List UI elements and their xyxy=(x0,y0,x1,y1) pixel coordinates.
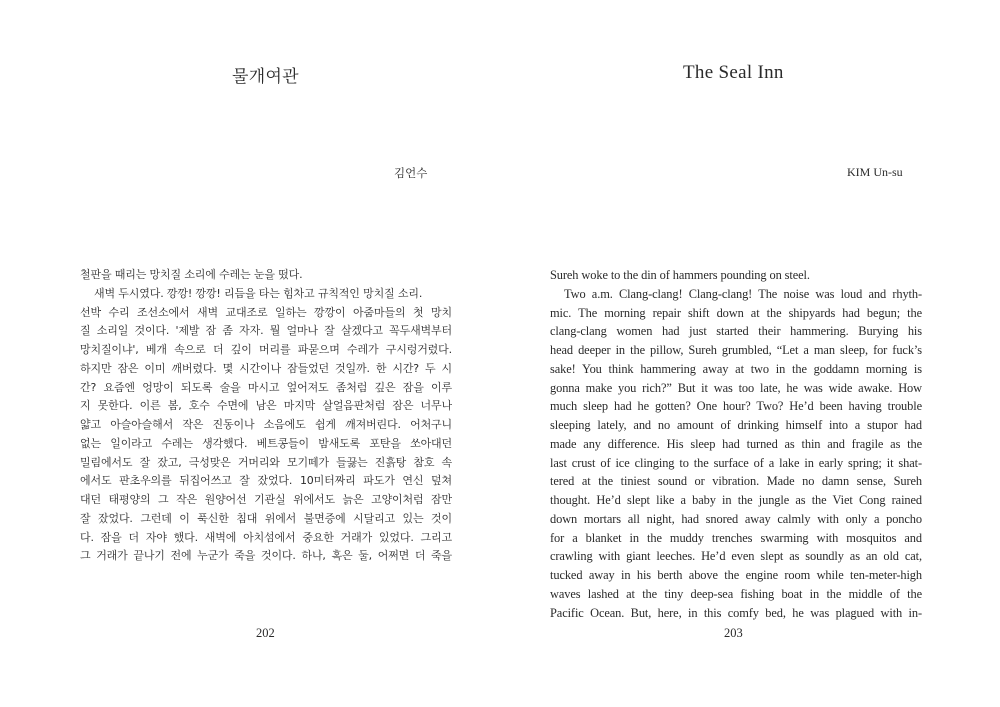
text-line: sleeping lately, and no amount of drinking himself into a stupor had xyxy=(550,418,922,432)
text-line: 대던 태평양의 그 작은 원양어선 기관실 위에서도 늙은 고양이처럼 잠만 xyxy=(80,493,452,506)
text-line: sake! You think hammering away at two in the goddamn morning is xyxy=(550,361,922,376)
text-line: head deeper in the pillow, Sureh grumbled, “Let a man sleep, for fuck’s xyxy=(550,343,922,357)
text-line: 질 소리일 것이다. '제발 잠 좀 자자. 뭘 얼마나 잘 살겠다고 꼭두새벽부터 xyxy=(80,324,452,338)
text-line: Two a.m. Clang-clang! Clang-clang! The noise was loud and rhyth- xyxy=(564,286,922,301)
text-line: 없는 일이라고 수레는 생각했다. 베트콩들이 밤새도록 포탄을 쏘아대던 xyxy=(80,436,452,450)
text-line: 망치질이냐', 베개 속으로 더 깊이 머리를 파묻으며 수레가 구시렁거렸다. xyxy=(80,343,452,356)
text-line: for a blanket in the muddy trenches swarming with mosquitos and xyxy=(550,530,922,545)
text-line: 잘 잤었다. 그런데 이 푹신한 침대 위에서 불면증에 시달리고 있는 것이 xyxy=(80,511,452,525)
text-line: waves lashed at the tiny deep-sea fishing boat in the middle of the xyxy=(550,586,922,601)
text-line: 하지만 잠은 이미 깨버렸다. 몇 시간이나 잠들었던 것일까. 한 시간? 두 시 xyxy=(80,361,452,375)
text-line: last crust of ice clinging to the surface of a lake in early spring; it shat- xyxy=(550,455,922,470)
page-number: 202 xyxy=(256,626,275,640)
text-line: made any difference. His sleep had turned as thin and fragile as the xyxy=(550,436,922,451)
text-line: 그 거래가 끝나기 전에 누군가 죽을 것이다. 하나, 혹은 둘, 어쩌면 더 죽을 xyxy=(80,549,452,563)
text-line: 새벽 두시였다. 깡깡! 깡깡! 리듬을 타는 힘차고 규칙적인 망치질 소리. xyxy=(94,286,423,300)
text-line: Sureh woke to the din of hammers pounding on steel. xyxy=(550,268,810,282)
text-line: mic. The morning repair shift down at the shipyards had begun; the xyxy=(550,305,922,320)
text-line: gonna make you rich?” But it was too late, he was wide awake. How xyxy=(550,380,922,395)
text-line: Pacific Ocean. But, here, in this comfy bed, he was plagued with in- xyxy=(550,605,922,620)
text-line: much sleep had he gotten? One hour? Two? He’d been having trouble xyxy=(550,399,922,414)
korean-author: 김언수 xyxy=(394,166,428,180)
right-page xyxy=(500,0,1000,707)
text-line: 얇고 아슬아슬해서 작은 진동이나 소음에도 쉽게 깨져버린다. 어처구니 xyxy=(80,418,452,431)
text-line: 선박 수리 조선소에서 새벽 교대조로 일하는 깡깡이 아줌마들의 첫 망치 xyxy=(80,305,452,319)
text-line: 에서도 판초우의를 뒤집어쓰고 잘 잤었다. 10미터짜리 파도가 연신 덮쳐 xyxy=(80,474,452,488)
text-line: 간? 요즘엔 엉망이 되도록 술을 마시고 엎어져도 좀처럼 깊은 잠을 이루 xyxy=(80,380,452,394)
text-line: tered at the tiniest sound or vibration. Made no damn sense, Sureh xyxy=(550,474,922,489)
text-line: 밀림에서도 잘 잤고, 극성맞은 거머리와 모기떼가 들끓는 진흙탕 참호 속 xyxy=(80,455,452,469)
text-line: crawling with giant leeches. He’d even slept as soundly as an old cat, xyxy=(550,549,922,564)
text-line: 철판을 때리는 망치질 소리에 수레는 눈을 떴다. xyxy=(80,268,303,281)
english-author: KIM Un-su xyxy=(847,165,903,179)
text-line: 지 못한다. 이른 봄, 호수 수면에 남은 마지막 살얼음판처럼 잠은 너무나 xyxy=(80,399,452,413)
text-line: thought. He’d slept like a baby in the jungle as the Viet Cong rained xyxy=(550,493,922,507)
text-line: tucked away in his berth above the engine room while ten-meter-high xyxy=(550,568,922,582)
text-line: 다. 잠을 더 자야 했다. 새벽에 아치섬에서 중요한 거래가 있었다. 그리고 xyxy=(80,530,452,544)
korean-title: 물개여관 xyxy=(232,67,299,87)
korean-body-text xyxy=(80,266,452,566)
page-number: 203 xyxy=(724,626,743,640)
english-title: The Seal Inn xyxy=(683,62,784,83)
text-line: down mortars all night, had snored away calmly with only a poncho xyxy=(550,511,922,526)
english-body-text xyxy=(550,266,922,622)
text-line: clang-clang women had just started their hammering. Burying his xyxy=(550,324,922,339)
